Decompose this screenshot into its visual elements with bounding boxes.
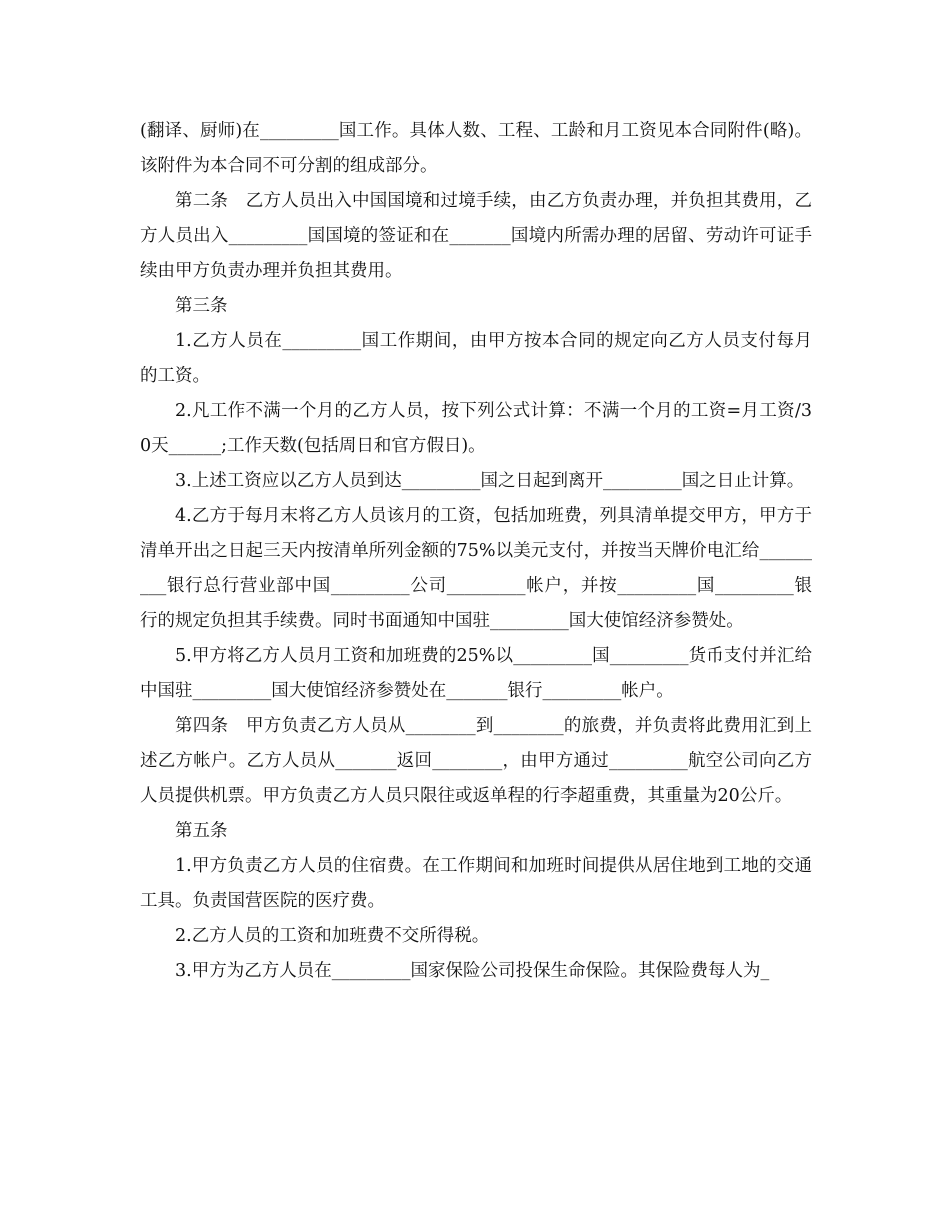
contract-paragraph: 第五条 <box>175 821 228 841</box>
contract-paragraph: 1.乙方人员在_________国工作期间，由甲方按本合同的规定向乙方人员支付每月的工资。 <box>140 331 812 386</box>
contract-paragraph: 4.乙方于每月末将乙方人员该月的工资，包括加班费，列具清单提交甲方，甲方于清单开出之日起三天内按清单所列金额的75%以美元支付，并按当天牌价电汇给_________银行总行营业部中国_________公司_________帐户，并按_________国_________银行的规定负担其手续费。同时书面通知中国驻_________国大使馆经济参赞处。 <box>140 506 812 631</box>
contract-paragraph: 第三条 <box>175 296 228 316</box>
contract-paragraph: 5.甲方将乙方人员月工资和加班费的25%以_________国_________货币支付并汇给中国驻_________国大使馆经济参赞处在_______银行_________帐户。 <box>140 646 812 701</box>
contract-paragraph: 1.甲方负责乙方人员的住宿费。在工作期间和加班时间提供从居住地到工地的交通工具。负责国营医院的医疗费。 <box>140 856 812 911</box>
contract-paragraph: 第二条 乙方人员出入中国国境和过境手续，由乙方负责办理，并负担其费用，乙方人员出入_________国国境的签证和在_______国境内所需办理的居留、劳动许可证手续由甲方负责办理并负担其费用。 <box>140 191 812 281</box>
contract-paragraph: 3.上述工资应以乙方人员到达_________国之日起到离开_________国之日止计算。 <box>175 471 805 491</box>
contract-paragraph: 第四条 甲方负责乙方人员从________到________的旅费，并负责将此费用汇到上述乙方帐户。乙方人员从_______返回________，由甲方通过_________航空公司向乙方人员提供机票。甲方负责乙方人员只限往或返单程的行李超重费，其重量为20公斤。 <box>140 716 812 806</box>
contract-paragraph: 2.乙方人员的工资和加班费不交所得税。 <box>175 926 490 946</box>
contract-paragraph: (翻译、厨师)在_________国工作。具体人数、工程、工龄和月工资见本合同附件(略)。该附件为本合同不可分割的组成部分。 <box>140 121 812 176</box>
contract-page <box>140 114 812 989</box>
contract-paragraph: 2.凡工作不满一个月的乙方人员，按下列公式计算：不满一个月的工资=月工资/30天______;工作天数(包括周日和官方假日)。 <box>140 401 812 456</box>
contract-paragraph: 3.甲方为乙方人员在_________国家保险公司投保生命保险。其保险费每人为_ <box>175 961 770 981</box>
